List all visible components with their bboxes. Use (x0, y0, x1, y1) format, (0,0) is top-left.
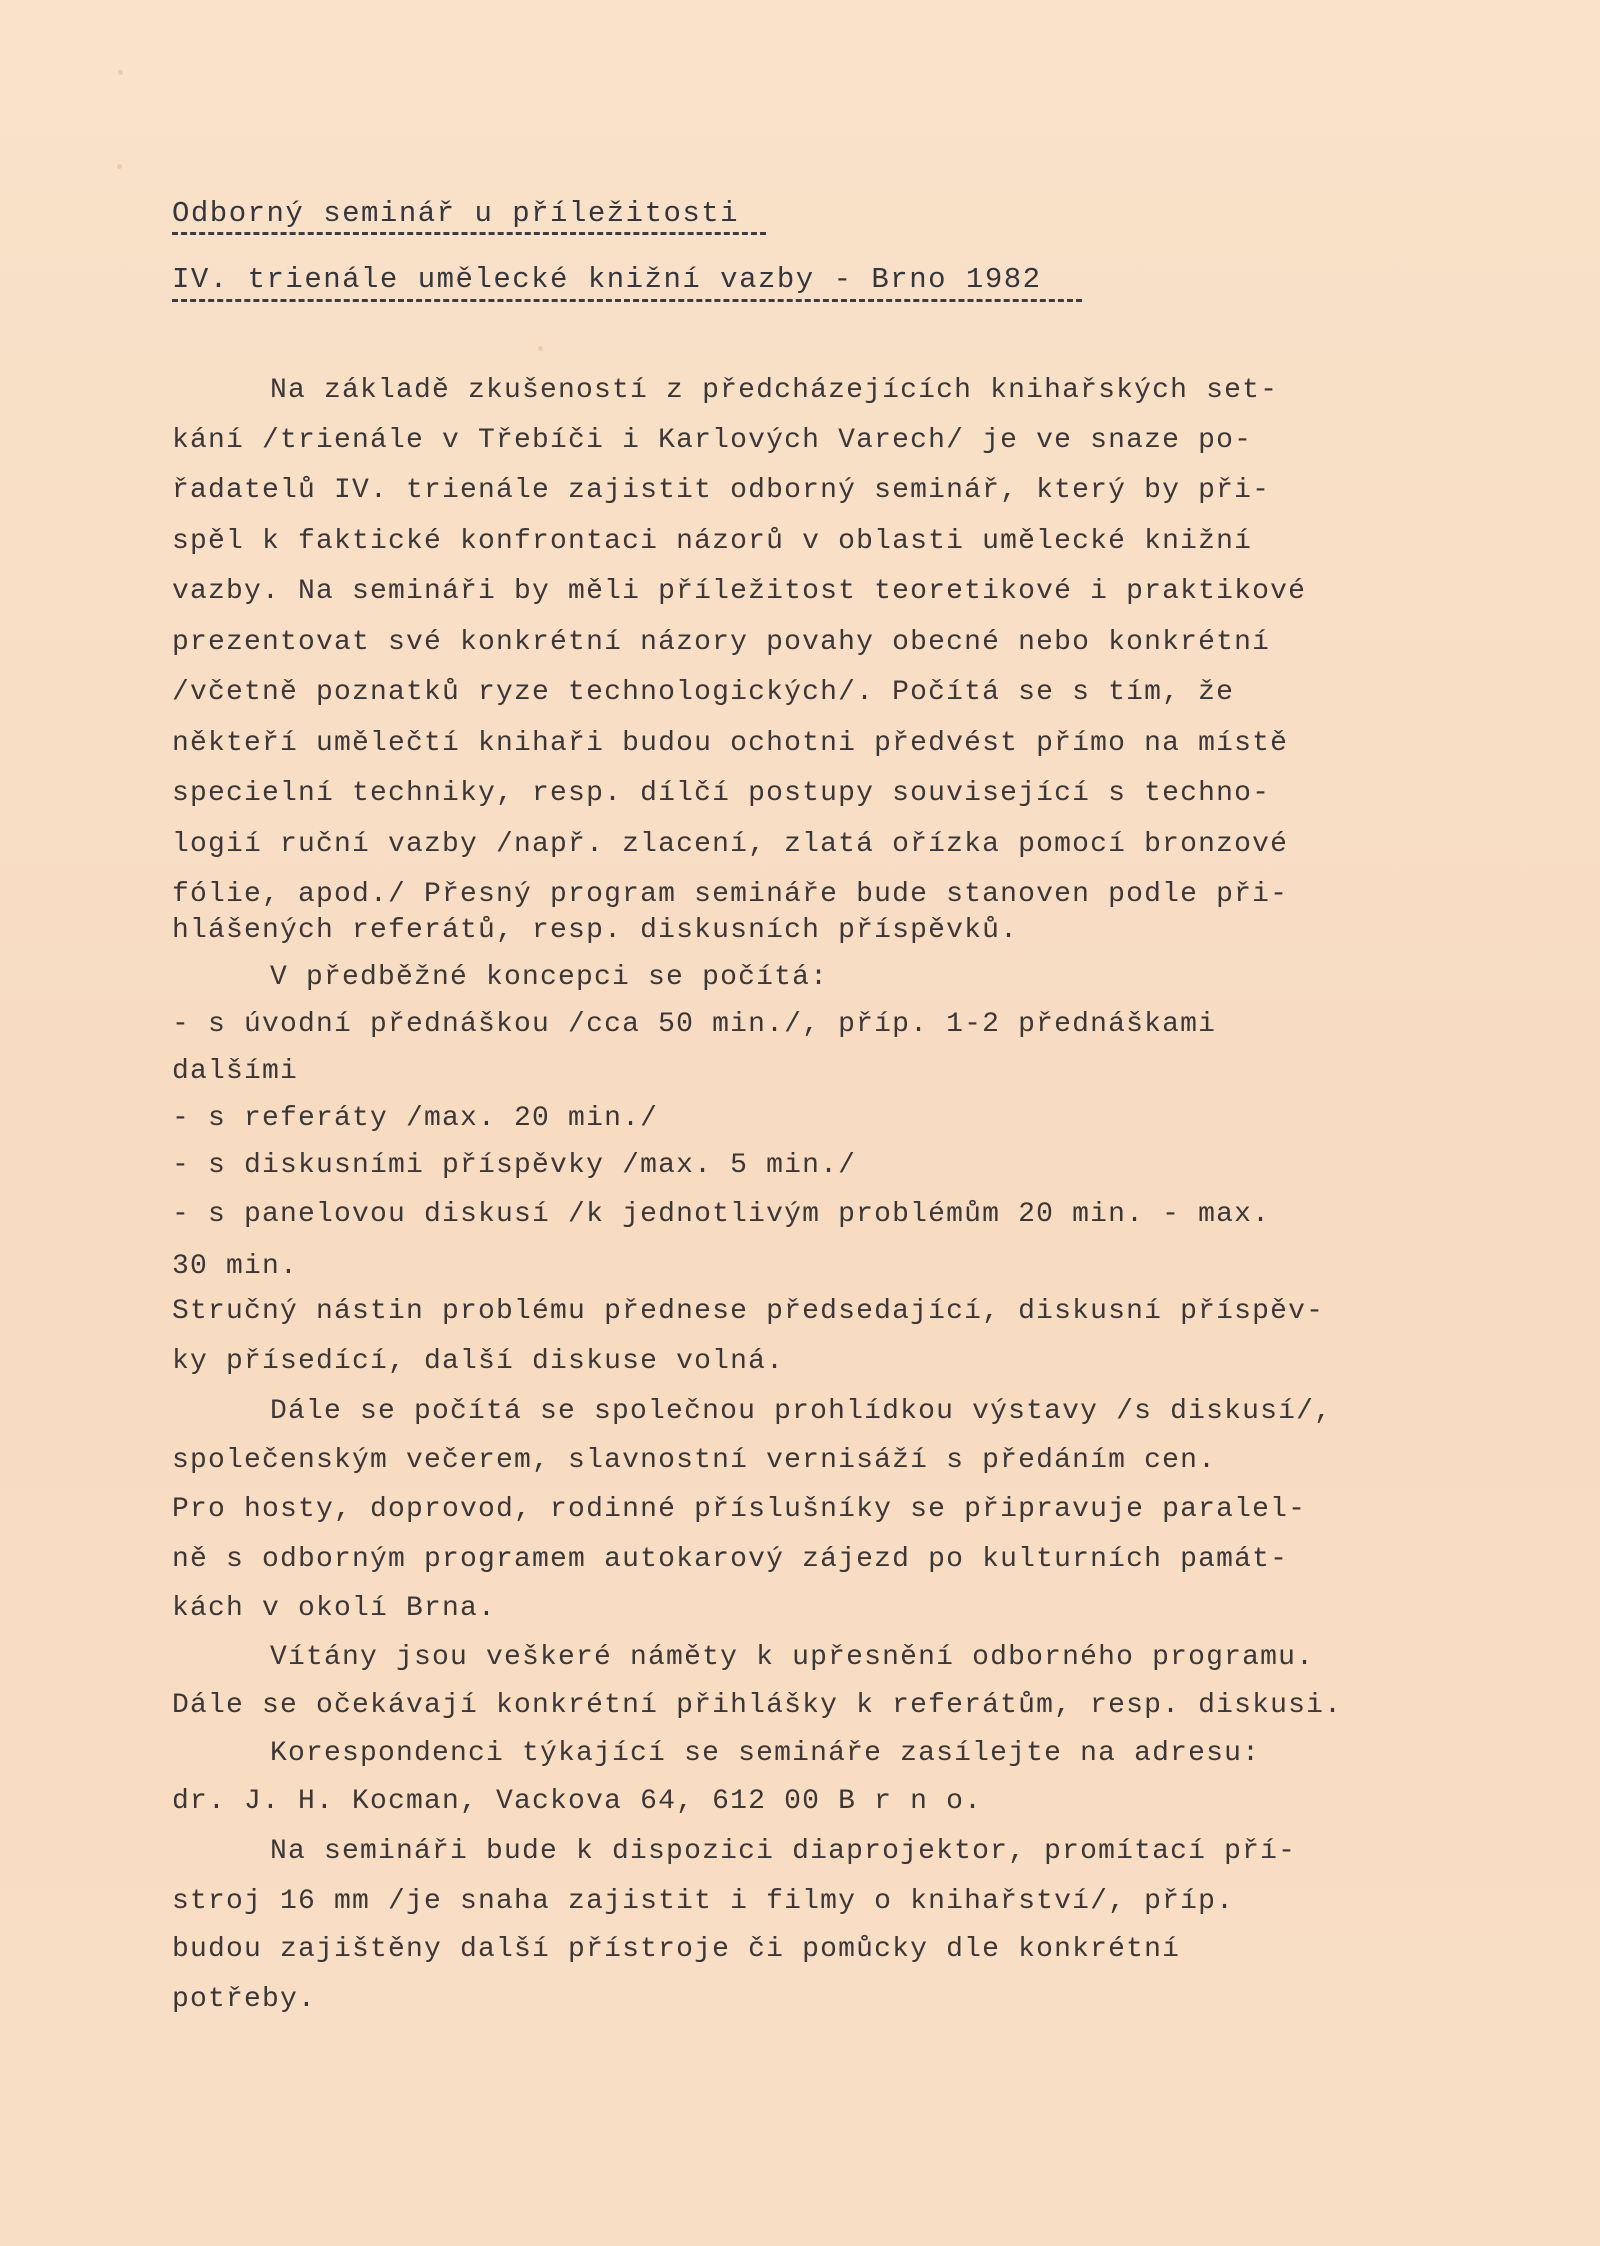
body-line: specielní techniky, resp. dílčí postupy související s techno- (172, 778, 1271, 809)
body-line: prezentovat své konkrétní názory povahy obecné nebo konkrétní (172, 627, 1271, 658)
list-item: - s diskusními příspěvky /max. 5 min./ (172, 1150, 857, 1181)
heading-underline-1 (172, 232, 766, 235)
body-line: Dále se očekávají konkrétní přihlášky k referátům, resp. diskusi. (172, 1690, 1343, 1721)
contact-address: dr. J. H. Kocman, Vackova 64, 612 00 B r n o. (172, 1786, 983, 1817)
body-line: logií ruční vazby /např. zlacení, zlatá ořízka pomocí bronzové (172, 829, 1289, 860)
list-item: - s panelovou diskusí /k jednotlivým problémům 20 min. - max. (172, 1199, 1271, 1230)
body-line: společenským večerem, slavnostní vernisáží s předáním cen. (172, 1445, 1217, 1476)
body-line: Dále se počítá se společnou prohlídkou výstavy /s diskusí/, (270, 1396, 1333, 1427)
heading-line-2: IV. trienále umělecké knižní vazby - Brno 1982 (172, 263, 1042, 296)
body-line: Na semináři bude k dispozici diaprojektor, promítací pří- (270, 1836, 1297, 1867)
body-line: V předběžné koncepci se počítá: (270, 962, 829, 993)
list-item: - s referáty /max. 20 min./ (172, 1103, 659, 1134)
body-line: Vítány jsou veškeré náměty k upřesnění odborného programu. (270, 1642, 1315, 1673)
body-line: Pro hosty, doprovod, rodinné příslušníky se připravuje paralel- (172, 1494, 1307, 1525)
body-line: Na základě zkušeností z předcházejících knihařských set- (270, 375, 1279, 406)
body-line: řadatelů IV. trienále zajistit odborný seminář, který by při- (172, 475, 1271, 506)
paper-speck (117, 164, 122, 169)
body-line: Korespondenci týkající se semináře zasílejte na adresu: (270, 1738, 1261, 1769)
body-line: někteří umělečtí knihaři budou ochotni předvést přímo na místě (172, 728, 1289, 759)
body-line: fólie, apod./ Přesný program semináře bude stanoven podle při- (172, 879, 1289, 910)
body-line: budou zajištěny další přístroje či pomůcky dle konkrétní (172, 1934, 1181, 1965)
paper-speck (118, 70, 123, 75)
body-line: stroj 16 mm /je snaha zajistit i filmy o knihařství/, příp. (172, 1886, 1235, 1917)
body-line: kách v okolí Brna. (172, 1593, 497, 1624)
list-item: - s úvodní přednáškou /cca 50 min./, příp. 1-2 přednáškami (172, 1009, 1217, 1040)
body-line: /včetně poznatků ryze technologických/. Počítá se s tím, že (172, 677, 1235, 708)
body-line: kání /trienále v Třebíči i Karlových Varech/ je ve snaze po- (172, 425, 1253, 456)
paper-speck (538, 346, 543, 351)
body-line: vazby. Na semináři by měli příležitost teoretikové i praktikové (172, 576, 1307, 607)
body-line: 30 min. (172, 1251, 299, 1282)
body-line: Stručný nástin problému přednese předsedající, diskusní příspěv- (172, 1296, 1325, 1327)
heading-line-1: Odborný seminář u příležitosti (172, 197, 740, 230)
body-line: ky přísedící, další diskuse volná. (172, 1346, 785, 1377)
body-line: dalšími (172, 1056, 299, 1087)
body-line: spěl k faktické konfrontaci názorů v oblasti umělecké knižní (172, 526, 1253, 557)
heading-underline-2 (172, 299, 1082, 302)
body-line: ně s odborným programem autokarový zájezd po kulturních památ- (172, 1544, 1289, 1575)
body-line: hlášených referátů, resp. diskusních příspěvků. (172, 915, 1019, 946)
body-line: potřeby. (172, 1984, 317, 2015)
